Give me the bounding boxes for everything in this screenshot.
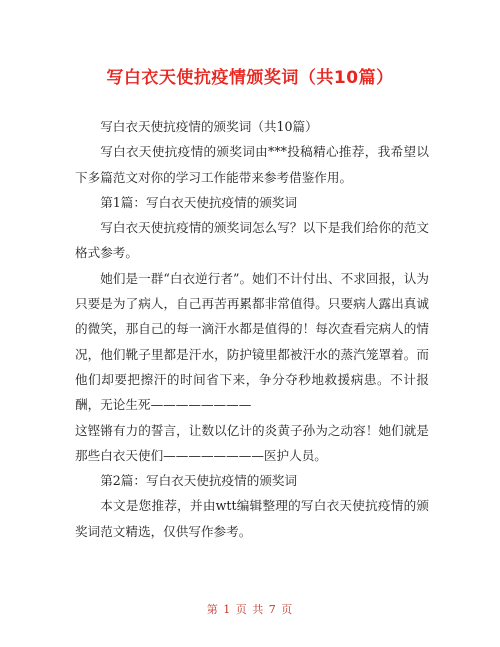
- paragraph-section-1-body: 她们是一群“白衣逆行者”。她们不计付出、不求回报，认为只要是为了病人，自己再苦再累都非常值得。只要病人露出真诚的微笑，那自己的每一滴汗水都是值得的！每次查看完病人的情况，他们靴子里都是汗水，防护镜里都被汗水的蒸汽笼罩着。而他们却要把擦汗的时间省下来，争分夺秒地救援病患。不计报酬，无论生死————————: [75, 270, 429, 413]
- paragraph-intro: 写白衣天使抗疫情的颁奖词由***投稿精心推荐，我希望以下多篇范文对你的学习工作能带来参考借鉴作用。: [75, 144, 429, 185]
- paragraph-section-2-intro: 本文是您推荐，并由wtt编辑整理的写白衣天使抗疫情的颁奖词范文精选，仅供写作参考。: [75, 498, 429, 539]
- page-number-footer: 第 1 页 共 7 页: [206, 603, 294, 616]
- section-heading-2: 第2篇：写白衣天使抗疫情的颁奖词: [100, 473, 298, 489]
- paragraph-section-1-continuation: 这铿锵有力的誓言，让数以亿计的炎黄子孙为之动容！她们就是那些白衣天使们————————医护人员。: [75, 422, 429, 463]
- paragraph-section-1-intro: 写白衣天使抗疫情的颁奖词怎么写？以下是我们给你的范文格式参考。: [75, 220, 429, 261]
- section-heading-1: 第1篇：写白衣天使抗疫情的颁奖词: [100, 194, 298, 210]
- paragraph-intro-heading: 写白衣天使抗疫情的颁奖词（共10篇）: [100, 119, 318, 134]
- document-body: [75, 114, 429, 544]
- document-title: 写白衣天使抗疫情颁奖词（共10篇）: [106, 68, 394, 88]
